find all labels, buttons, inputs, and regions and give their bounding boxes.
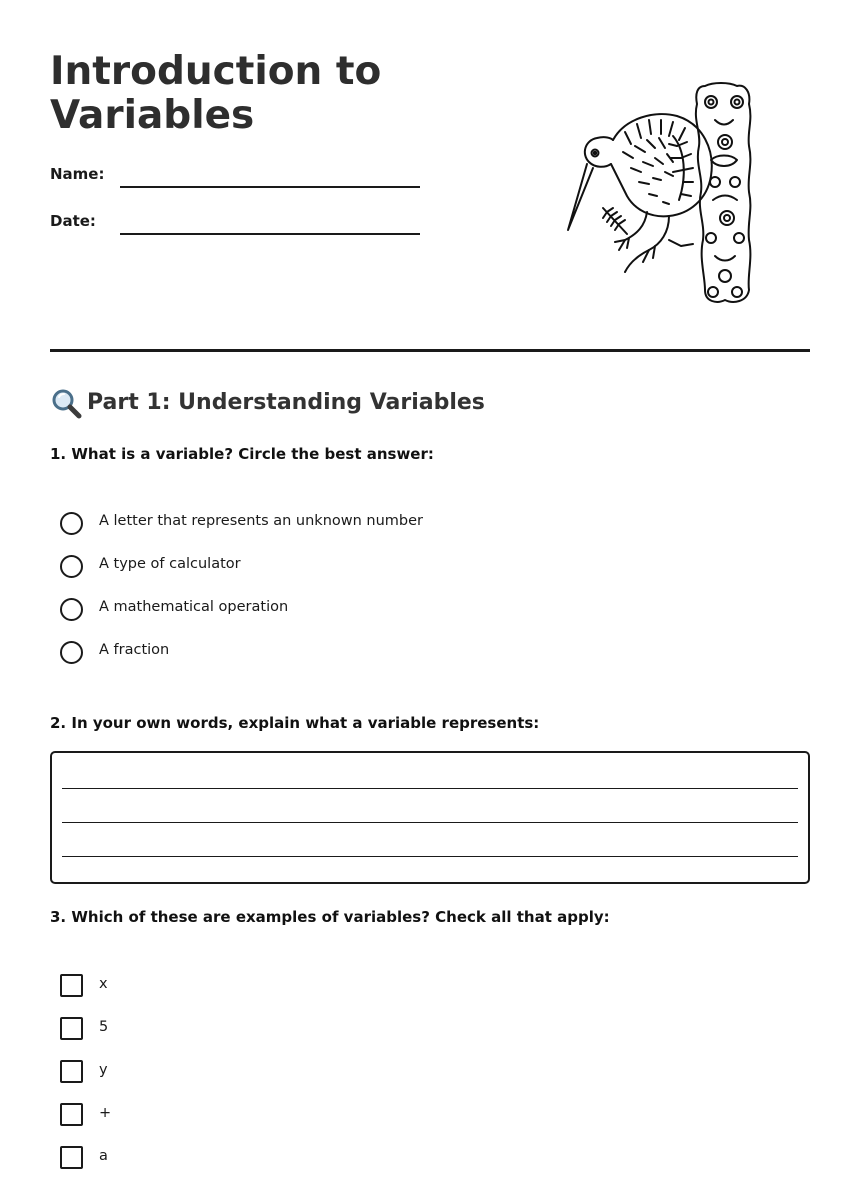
radio-circle[interactable] <box>60 641 83 664</box>
question-3-option[interactable] <box>60 1102 760 1145</box>
option-label: y <box>99 1062 108 1078</box>
worksheet-page <box>50 0 810 1164</box>
part-1-heading <box>50 386 810 420</box>
name-label: Name: <box>50 165 105 183</box>
radio-circle[interactable] <box>60 512 83 535</box>
part-1-title: Part 1: Understanding Variables <box>87 390 485 415</box>
option-label: a <box>99 1148 108 1164</box>
question-3-prompt: 3. Which of these are examples of variables? Check all that apply: <box>50 908 610 926</box>
question-1-option[interactable] <box>60 639 760 682</box>
question-3-option[interactable] <box>60 1016 760 1059</box>
question-2-prompt: 2. In your own words, explain what a variable represents: <box>50 714 540 732</box>
date-label: Date: <box>50 212 96 230</box>
page-title <box>50 50 470 138</box>
question-3-options <box>60 973 760 1188</box>
checkbox[interactable] <box>60 1017 83 1040</box>
answer-line[interactable] <box>62 822 798 823</box>
kiwi-bird-illustration <box>565 80 760 305</box>
answer-line[interactable] <box>62 856 798 857</box>
name-input-line[interactable] <box>120 186 420 188</box>
title-line-1: Introduction to <box>50 49 382 94</box>
question-1-option[interactable] <box>60 596 760 639</box>
option-label: A mathematical operation <box>99 599 289 615</box>
option-label: A type of calculator <box>99 556 241 572</box>
question-1-option[interactable] <box>60 510 760 553</box>
option-label: + <box>99 1105 112 1121</box>
radio-circle[interactable] <box>60 555 83 578</box>
question-3-option[interactable] <box>60 973 760 1016</box>
header-divider <box>50 349 810 352</box>
title-line-2: Variables <box>50 93 255 138</box>
question-1-prompt: 1. What is a variable? Circle the best answer: <box>50 445 434 463</box>
checkbox[interactable] <box>60 1103 83 1126</box>
radio-circle[interactable] <box>60 598 83 621</box>
option-label: x <box>99 976 108 992</box>
checkbox[interactable] <box>60 1146 83 1169</box>
option-label: A letter that represents an unknown number <box>99 513 424 529</box>
date-field <box>50 211 420 239</box>
question-3-option[interactable] <box>60 1059 760 1102</box>
question-1-options <box>60 510 760 682</box>
magnifying-glass-icon <box>50 387 82 419</box>
option-label: A fraction <box>99 642 170 658</box>
question-1-option[interactable] <box>60 553 760 596</box>
checkbox[interactable] <box>60 974 83 997</box>
question-2-answer-box[interactable] <box>50 751 810 884</box>
checkbox[interactable] <box>60 1060 83 1083</box>
question-3-option[interactable] <box>60 1145 760 1188</box>
worksheet-header <box>50 50 810 310</box>
answer-line[interactable] <box>62 788 798 789</box>
option-label: 5 <box>99 1019 109 1035</box>
name-field <box>50 164 420 192</box>
date-input-line[interactable] <box>120 233 420 235</box>
